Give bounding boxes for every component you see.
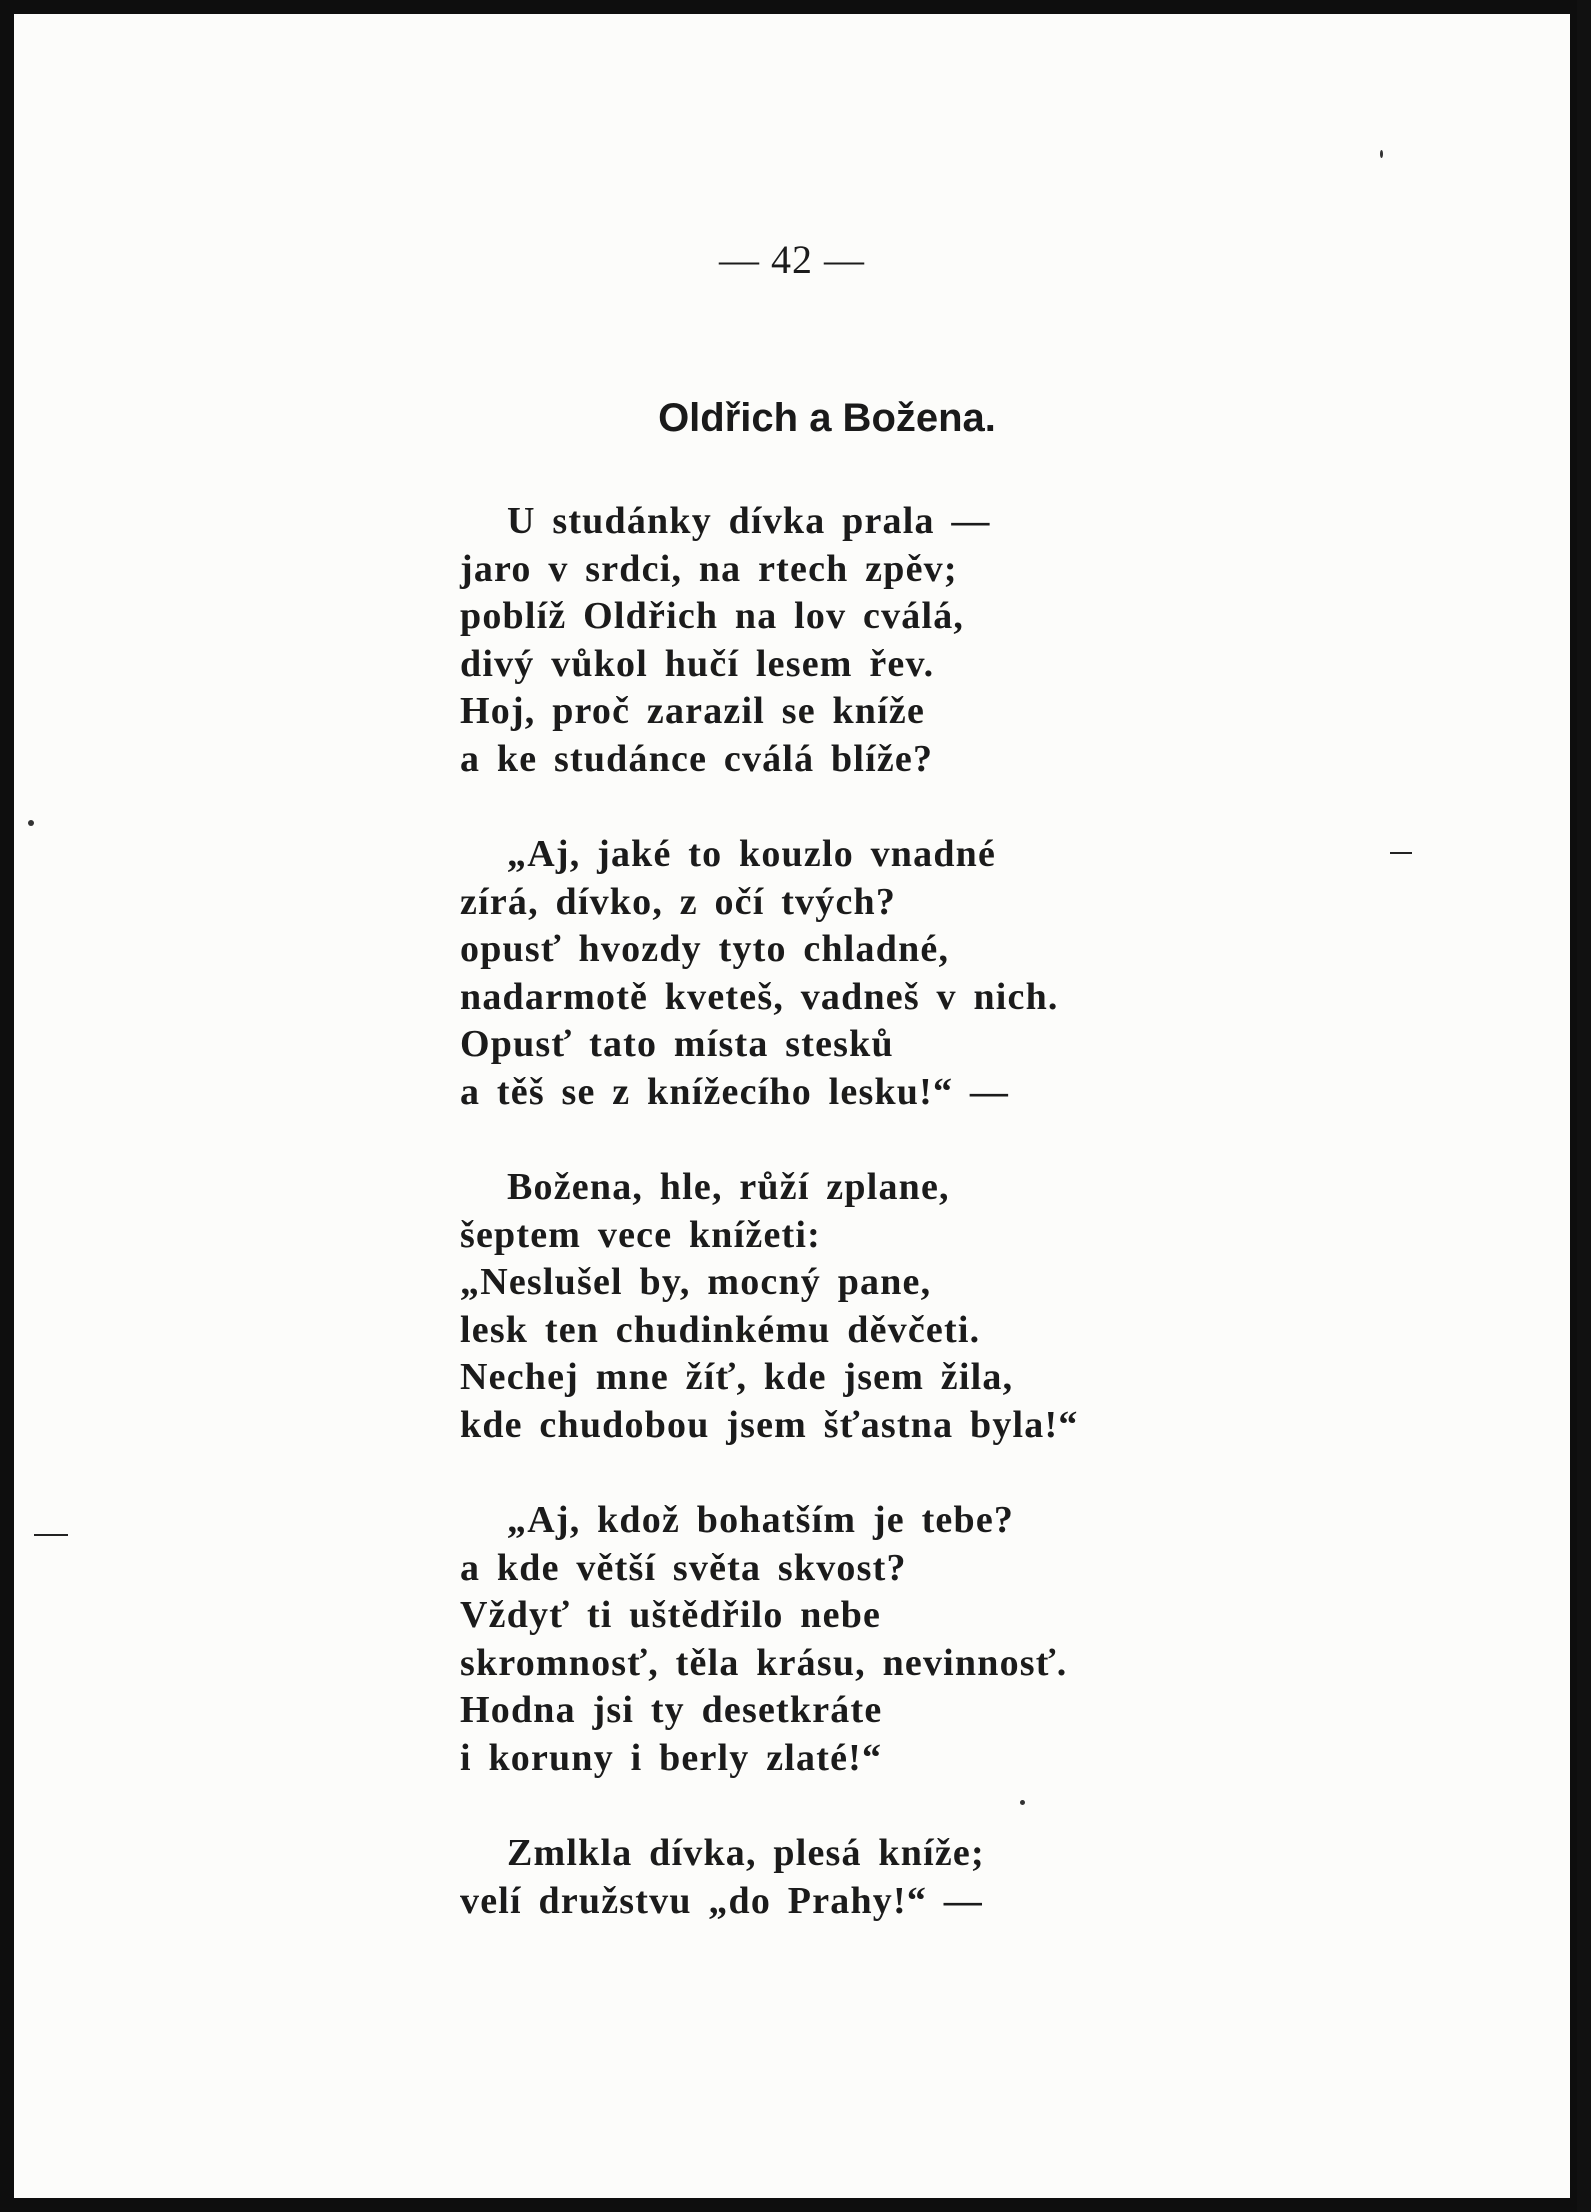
poem-line: „Neslušel by, mocný pane, <box>460 1261 932 1303</box>
scan-speck <box>1020 1800 1025 1805</box>
stanza-4 <box>460 1497 1220 1782</box>
scan-speck <box>28 820 34 826</box>
page-number: — 42 — <box>719 237 865 282</box>
poem-title: Oldřich a Božena. <box>658 396 996 440</box>
poem-line: Hoj, proč zarazil se kníže <box>460 690 926 732</box>
poem-line: U studánky dívka prala — <box>507 500 991 542</box>
page-edge <box>1577 0 1591 2212</box>
poem-line: lesk ten chudinkému děvčeti. <box>460 1308 981 1351</box>
scan-mark <box>34 1534 68 1536</box>
poem-line: i koruny i berly zlaté!“ <box>460 1736 883 1779</box>
poem-line: Hodna jsi ty desetkráte <box>460 1689 883 1731</box>
stanza-1 <box>460 498 1220 783</box>
poem-line: poblíž Oldřich na lov cválá, <box>460 595 965 637</box>
poem-line: velí družstvu „do Prahy!“ — <box>460 1879 983 1922</box>
poem-line: opusť hvozdy tyto chladné, <box>460 928 950 970</box>
poem-body <box>460 498 1220 1973</box>
poem-line: a těš se z knížecího lesku!“ — <box>460 1070 1010 1113</box>
poem-line: a kde větší světa skvost? <box>460 1546 907 1589</box>
poem-line: divý vůkol hučí lesem řev. <box>460 642 935 685</box>
stanza-3 <box>460 1164 1220 1449</box>
poem-line: „Aj, kdož bohatším je tebe? <box>507 1499 1015 1541</box>
poem-line: zírá, dívko, z očí tvých? <box>460 880 897 923</box>
poem-line: nadarmotě kveteš, vadneš v nich. <box>460 975 1059 1018</box>
book-page <box>14 14 1570 2198</box>
stanza-2 <box>460 831 1220 1116</box>
scan-mark <box>1390 852 1412 854</box>
scan-speck <box>1380 150 1383 158</box>
poem-line: kde chudobou jsem šťastna byla!“ <box>460 1403 1079 1446</box>
poem-line: a ke studánce cválá blíže? <box>460 737 934 780</box>
poem-line: Opusť tato místa stesků <box>460 1023 894 1065</box>
poem-line: Vždyť ti uštědřilo nebe <box>460 1594 882 1636</box>
poem-line: Zmlkla dívka, plesá kníže; <box>507 1832 985 1874</box>
poem-line: šeptem vece knížeti: <box>460 1213 821 1256</box>
poem-line: Nechej mne žíť, kde jsem žila, <box>460 1356 1014 1398</box>
poem-line: Božena, hle, růží zplane, <box>507 1166 950 1208</box>
poem-line: jaro v srdci, na rtech zpěv; <box>460 547 958 590</box>
poem-line: „Aj, jaké to kouzlo vnadné <box>507 833 997 875</box>
stanza-5 <box>460 1830 1220 1925</box>
poem-line: skromnosť, těla krásu, nevinnosť. <box>460 1641 1068 1684</box>
